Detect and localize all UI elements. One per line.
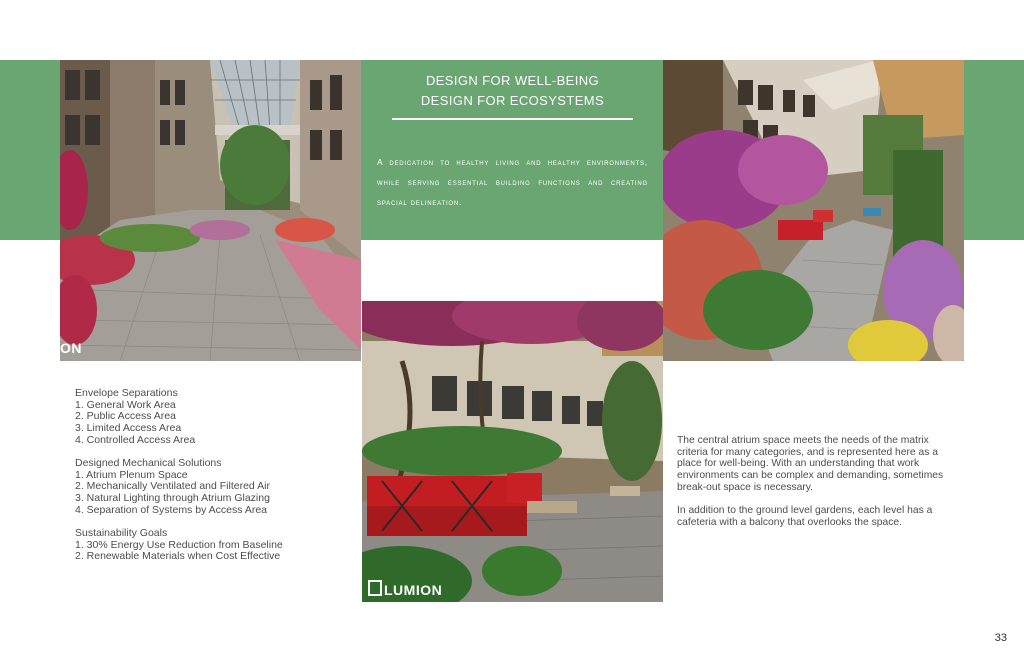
list-item: 1. 30% Energy Use Reduction from Baseline: [75, 538, 283, 551]
list-heading: Envelope Separations: [75, 387, 178, 399]
body-paragraph: In addition to the ground level gardens, each level has a cafeteria with a balcony that overlooks the space.: [677, 505, 933, 528]
lumion-wordmark: LUMION: [384, 582, 443, 598]
sustainability-goals-list: [75, 528, 355, 563]
page-number: 33: [994, 632, 1007, 644]
title-well-being: DESIGN FOR WELL-BEING: [425, 73, 600, 88]
atrium-walkway-render: [60, 60, 361, 361]
list-item: 4. Controlled Access Area: [75, 433, 196, 446]
courtyard-lounge-render: [362, 301, 663, 602]
list-item: 2. Mechanically Ventilated and Filtered Air: [75, 480, 270, 493]
garden-seating-render: [663, 60, 964, 361]
headline-panel: [362, 60, 663, 240]
list-item: 3. Limited Access Area: [75, 422, 182, 435]
list-item: 2. Renewable Materials when Cost Effective: [75, 550, 281, 563]
body-paragraph: The central atrium space meets the needs of the matrix criteria for many categories, and is represented here as a place for well-being. With an understanding that work environments can be complex and demanding, sometimes break-out space is necessary.: [677, 435, 944, 493]
title-ecosystems: DESIGN FOR ECOSYSTEMS: [420, 93, 605, 108]
atrium-description: [677, 435, 957, 540]
list-item: 4. Separation of Systems by Access Area: [75, 503, 268, 516]
lumion-watermark-center: [368, 580, 442, 598]
list-item: 2. Public Access Area: [75, 410, 176, 423]
panel-description: A dedication to healthy living and healthy environments, while serving essential building functions and creating spacial delineation.: [377, 157, 648, 207]
envelope-separations-list: [75, 388, 355, 447]
design-criteria-lists: [75, 388, 355, 575]
list-heading: Sustainability Goals: [75, 527, 168, 540]
list-item: 3. Natural Lighting through Atrium Glazing: [75, 492, 270, 505]
list-item: 1. General Work Area: [75, 398, 176, 411]
title-divider: [392, 118, 633, 120]
list-heading: Designed Mechanical Solutions: [75, 457, 222, 470]
mechanical-solutions-list: [75, 458, 355, 517]
lumion-logo-icon: [368, 580, 382, 596]
list-item: 1. Atrium Plenum Space: [75, 468, 188, 481]
lumion-watermark-left: ON: [60, 340, 82, 356]
